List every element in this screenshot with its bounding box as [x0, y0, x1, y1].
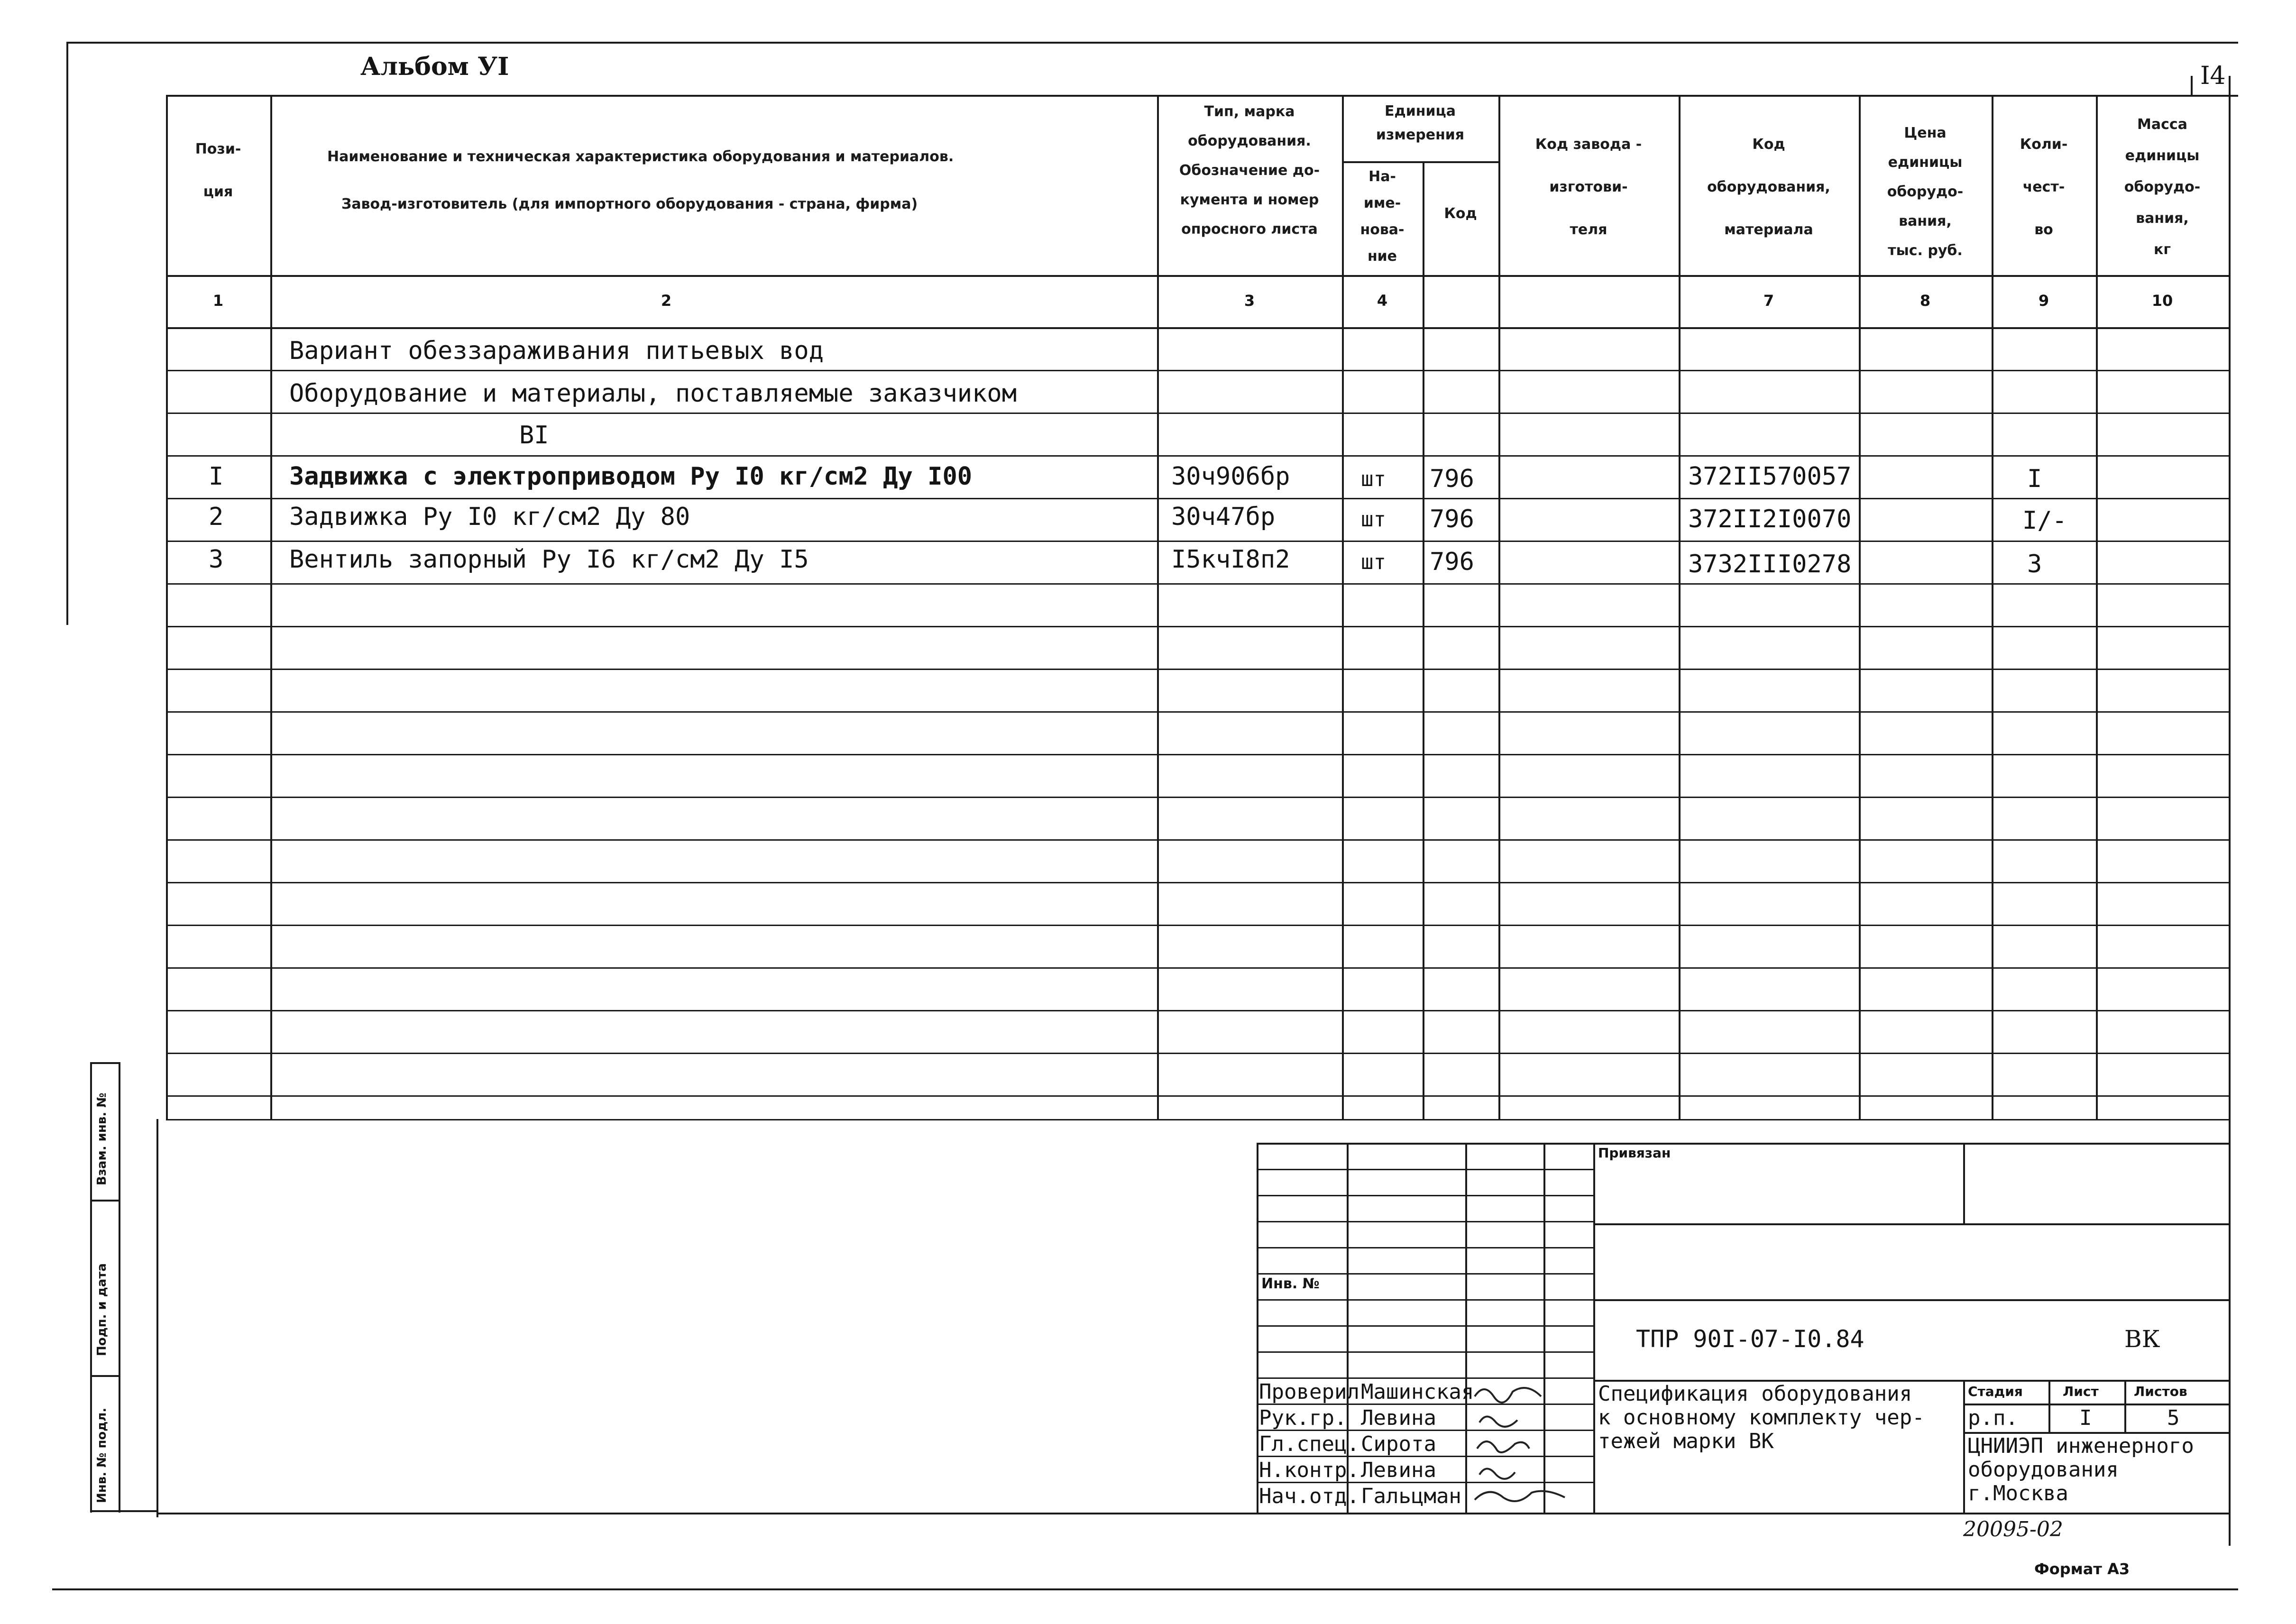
col2-header-line1: Наименование и техническая характеристика оборудования и материалов.	[327, 148, 954, 165]
item-type: 30ч906бр	[1171, 462, 1290, 491]
stamp-privyazan-div	[1963, 1143, 1965, 1223]
signer-name: Сирота	[1361, 1432, 1436, 1456]
section-code: BI	[519, 421, 549, 450]
item-code: 796	[1430, 465, 1474, 493]
stamp-left	[1257, 1143, 1258, 1513]
format-label: Формат А3	[2034, 1560, 2130, 1578]
col8-header: Цена единицы оборудо- вания, тыс. руб.	[1887, 125, 1964, 259]
item-code: 796	[1430, 505, 1474, 533]
table-row-line	[166, 413, 2229, 414]
stamp-designation-top	[1593, 1299, 2229, 1301]
item-unit: шт	[1361, 550, 1386, 574]
signer-role: Н.контр.	[1259, 1458, 1359, 1482]
sheet-value: I	[2079, 1406, 2092, 1430]
side-strip-right	[119, 1062, 120, 1513]
stamp-privyazan-bottom	[1593, 1223, 2229, 1225]
privyazan-label: Привязан	[1598, 1145, 1671, 1161]
item-material-code: 372II570057	[1688, 462, 1852, 491]
item-type: 30ч47бр	[1171, 503, 1276, 531]
item-name: Вентиль запорный Ру I6 кг/см2 Ду I5	[289, 545, 809, 574]
numbers-bottom	[166, 327, 2229, 329]
frame-bottom	[52, 1588, 2238, 1590]
side-strip-left	[90, 1062, 92, 1513]
col3-header: Тип, марка оборудования. Обозначение до- кумента и номер опросного листа	[1179, 103, 1320, 238]
stage-value: р.п.	[1968, 1406, 2018, 1430]
stamp-sheet-div2	[2124, 1380, 2126, 1432]
table-row-line	[166, 925, 2229, 926]
document-title: Спецификация оборудования к основному комплекту чер- тежей марки ВК	[1598, 1382, 1925, 1453]
col-number-10: 10	[2151, 292, 2173, 310]
stamp-row-line	[1257, 1273, 1593, 1275]
col4-name-header: На- име- нова- ние	[1360, 168, 1405, 265]
signer-name: Левина	[1361, 1458, 1436, 1482]
sheets-label: Листов	[2134, 1384, 2187, 1399]
table-row-line	[166, 669, 2229, 670]
table-row-line	[166, 626, 2229, 627]
col1-header: Пози- ция	[195, 141, 241, 200]
col-number-1: 1	[212, 292, 224, 310]
drawing-mark: ВК	[2124, 1325, 2160, 1353]
stamp-col-a	[1347, 1143, 1349, 1513]
sheet-number: I4	[2200, 62, 2226, 90]
table-row-line	[166, 1053, 2229, 1054]
inv-no-label: Инв. №	[1261, 1275, 1320, 1292]
signer-role: Гл.спец.	[1259, 1432, 1359, 1456]
signer-role: Рук.гр.	[1259, 1406, 1347, 1430]
item-pos: 2	[209, 503, 224, 531]
item-unit: шт	[1361, 507, 1386, 532]
frame-top	[66, 42, 2238, 44]
stamp-row-line	[1257, 1169, 1593, 1170]
section-title: Вариант обеззараживания питьевых вод	[289, 337, 824, 365]
table-row-line	[166, 455, 2229, 457]
document-number: 20095-02	[1963, 1517, 2063, 1541]
col4-group-header: Единица измерения	[1376, 103, 1465, 143]
col-line-0	[166, 95, 168, 1119]
album-label: Альбом УI	[360, 52, 509, 81]
stamp-bottom	[156, 1513, 2229, 1514]
organization: ЦНИИЭП инженерного оборудования г.Москва	[1968, 1434, 2194, 1505]
section-subtitle: Оборудование и материалы, поставляемые заказчиком	[289, 379, 1017, 408]
table-row-line	[166, 1119, 2229, 1120]
item-code: 796	[1430, 548, 1474, 576]
table-row-line	[166, 839, 2229, 841]
item-material-code: 3732III0278	[1688, 550, 1852, 578]
sheet-label: Лист	[2063, 1384, 2099, 1399]
table-row-line	[166, 967, 2229, 969]
signer-name: Гальцман	[1361, 1484, 1461, 1508]
side-strip-div1	[90, 1200, 120, 1202]
frame-left-upper	[66, 42, 68, 625]
side-label-signature: Подп. и дата	[95, 1263, 109, 1356]
table-row-line	[166, 711, 2229, 713]
table-row-line	[166, 1095, 2229, 1097]
stage-label: Стадия	[1968, 1384, 2023, 1399]
signer-name: Машинская	[1361, 1380, 1474, 1404]
table-row-line	[166, 498, 2229, 499]
item-name: Задвижка Ру I0 кг/см2 Ду 80	[289, 503, 690, 531]
stamp-stage-line1	[1963, 1404, 2229, 1405]
col-number-4: 4	[1377, 292, 1388, 310]
item-material-code: 372II2I0070	[1688, 505, 1852, 533]
col2-header-line2: Завод-изготовитель (для импортного оборудования - страна, фирма)	[341, 196, 918, 212]
item-qty: I	[2027, 465, 2042, 493]
sheets-value: 5	[2167, 1406, 2180, 1430]
table-row-line	[166, 583, 2229, 585]
signer-name: Левина	[1361, 1406, 1436, 1430]
stamp-row-line	[1257, 1325, 1593, 1327]
stamp-sheet-div1	[2048, 1380, 2050, 1432]
signer-role: Нач.отд.	[1259, 1484, 1359, 1508]
col-number-9: 9	[2038, 292, 2049, 310]
sheet-number-box-left	[2191, 76, 2193, 96]
item-unit: шт	[1361, 467, 1386, 491]
col-line-1	[270, 95, 272, 1119]
item-qty: 3	[2027, 550, 2042, 578]
col-number-3: 3	[1244, 292, 1255, 310]
stamp-stage-div	[1963, 1380, 1965, 1513]
col4-code-header: Код	[1444, 205, 1477, 222]
side-label-inventory: Инв. № подл.	[95, 1407, 109, 1503]
stamp-row-line	[1257, 1221, 1593, 1222]
designation: ТПР 90I-07-I0.84	[1636, 1325, 1864, 1353]
item-pos: 3	[209, 545, 224, 574]
col-line-2	[1157, 95, 1159, 1119]
table-row-line	[166, 754, 2229, 755]
col9-header: Коли- чест- во	[2020, 136, 2068, 238]
table-row-line	[166, 1010, 2229, 1011]
signer-role: Проверил	[1259, 1380, 1359, 1404]
table-row-line	[166, 797, 2229, 798]
item-pos: I	[209, 462, 224, 491]
stamp-row-line	[1257, 1299, 1593, 1301]
stamp-row-line	[1257, 1351, 1593, 1353]
frame-left-lower	[156, 1119, 158, 1517]
unit-group-divider	[1342, 161, 1498, 163]
signatures-graphic	[1465, 1377, 1589, 1513]
item-qty: I/-	[2022, 506, 2067, 535]
side-strip-div2	[90, 1375, 120, 1377]
stamp-top	[1257, 1143, 2229, 1145]
table-row-line	[166, 882, 2229, 883]
table-top	[166, 95, 2229, 97]
item-type: I5кчI8п2	[1171, 545, 1290, 574]
col-number-2: 2	[661, 292, 672, 310]
item-name: Задвижка с электроприводом Ру I0 кг/см2 Ду I00	[289, 462, 973, 491]
table-row-line	[166, 370, 2229, 371]
col-number-7: 7	[1763, 292, 1774, 310]
header-bottom	[166, 275, 2229, 277]
stamp-row-line	[1257, 1195, 1593, 1196]
table-row-line	[166, 541, 2229, 542]
col7-header: Код оборудования, материала	[1707, 136, 1830, 238]
col-number-8: 8	[1919, 292, 1931, 310]
stamp-row-line	[1257, 1247, 1593, 1248]
col10-header: Масса единицы оборудо- вания, кг	[2124, 116, 2201, 258]
side-strip-top	[90, 1062, 120, 1064]
col-line-4	[1423, 161, 1424, 1119]
stamp-mid	[1593, 1143, 1595, 1513]
side-label-replacement: Взам. инв. №	[95, 1092, 109, 1185]
side-strip-bottom	[90, 1510, 158, 1512]
col-line-10	[2229, 95, 2231, 1119]
col5-header: Код завода - изготови- теля	[1535, 136, 1642, 238]
